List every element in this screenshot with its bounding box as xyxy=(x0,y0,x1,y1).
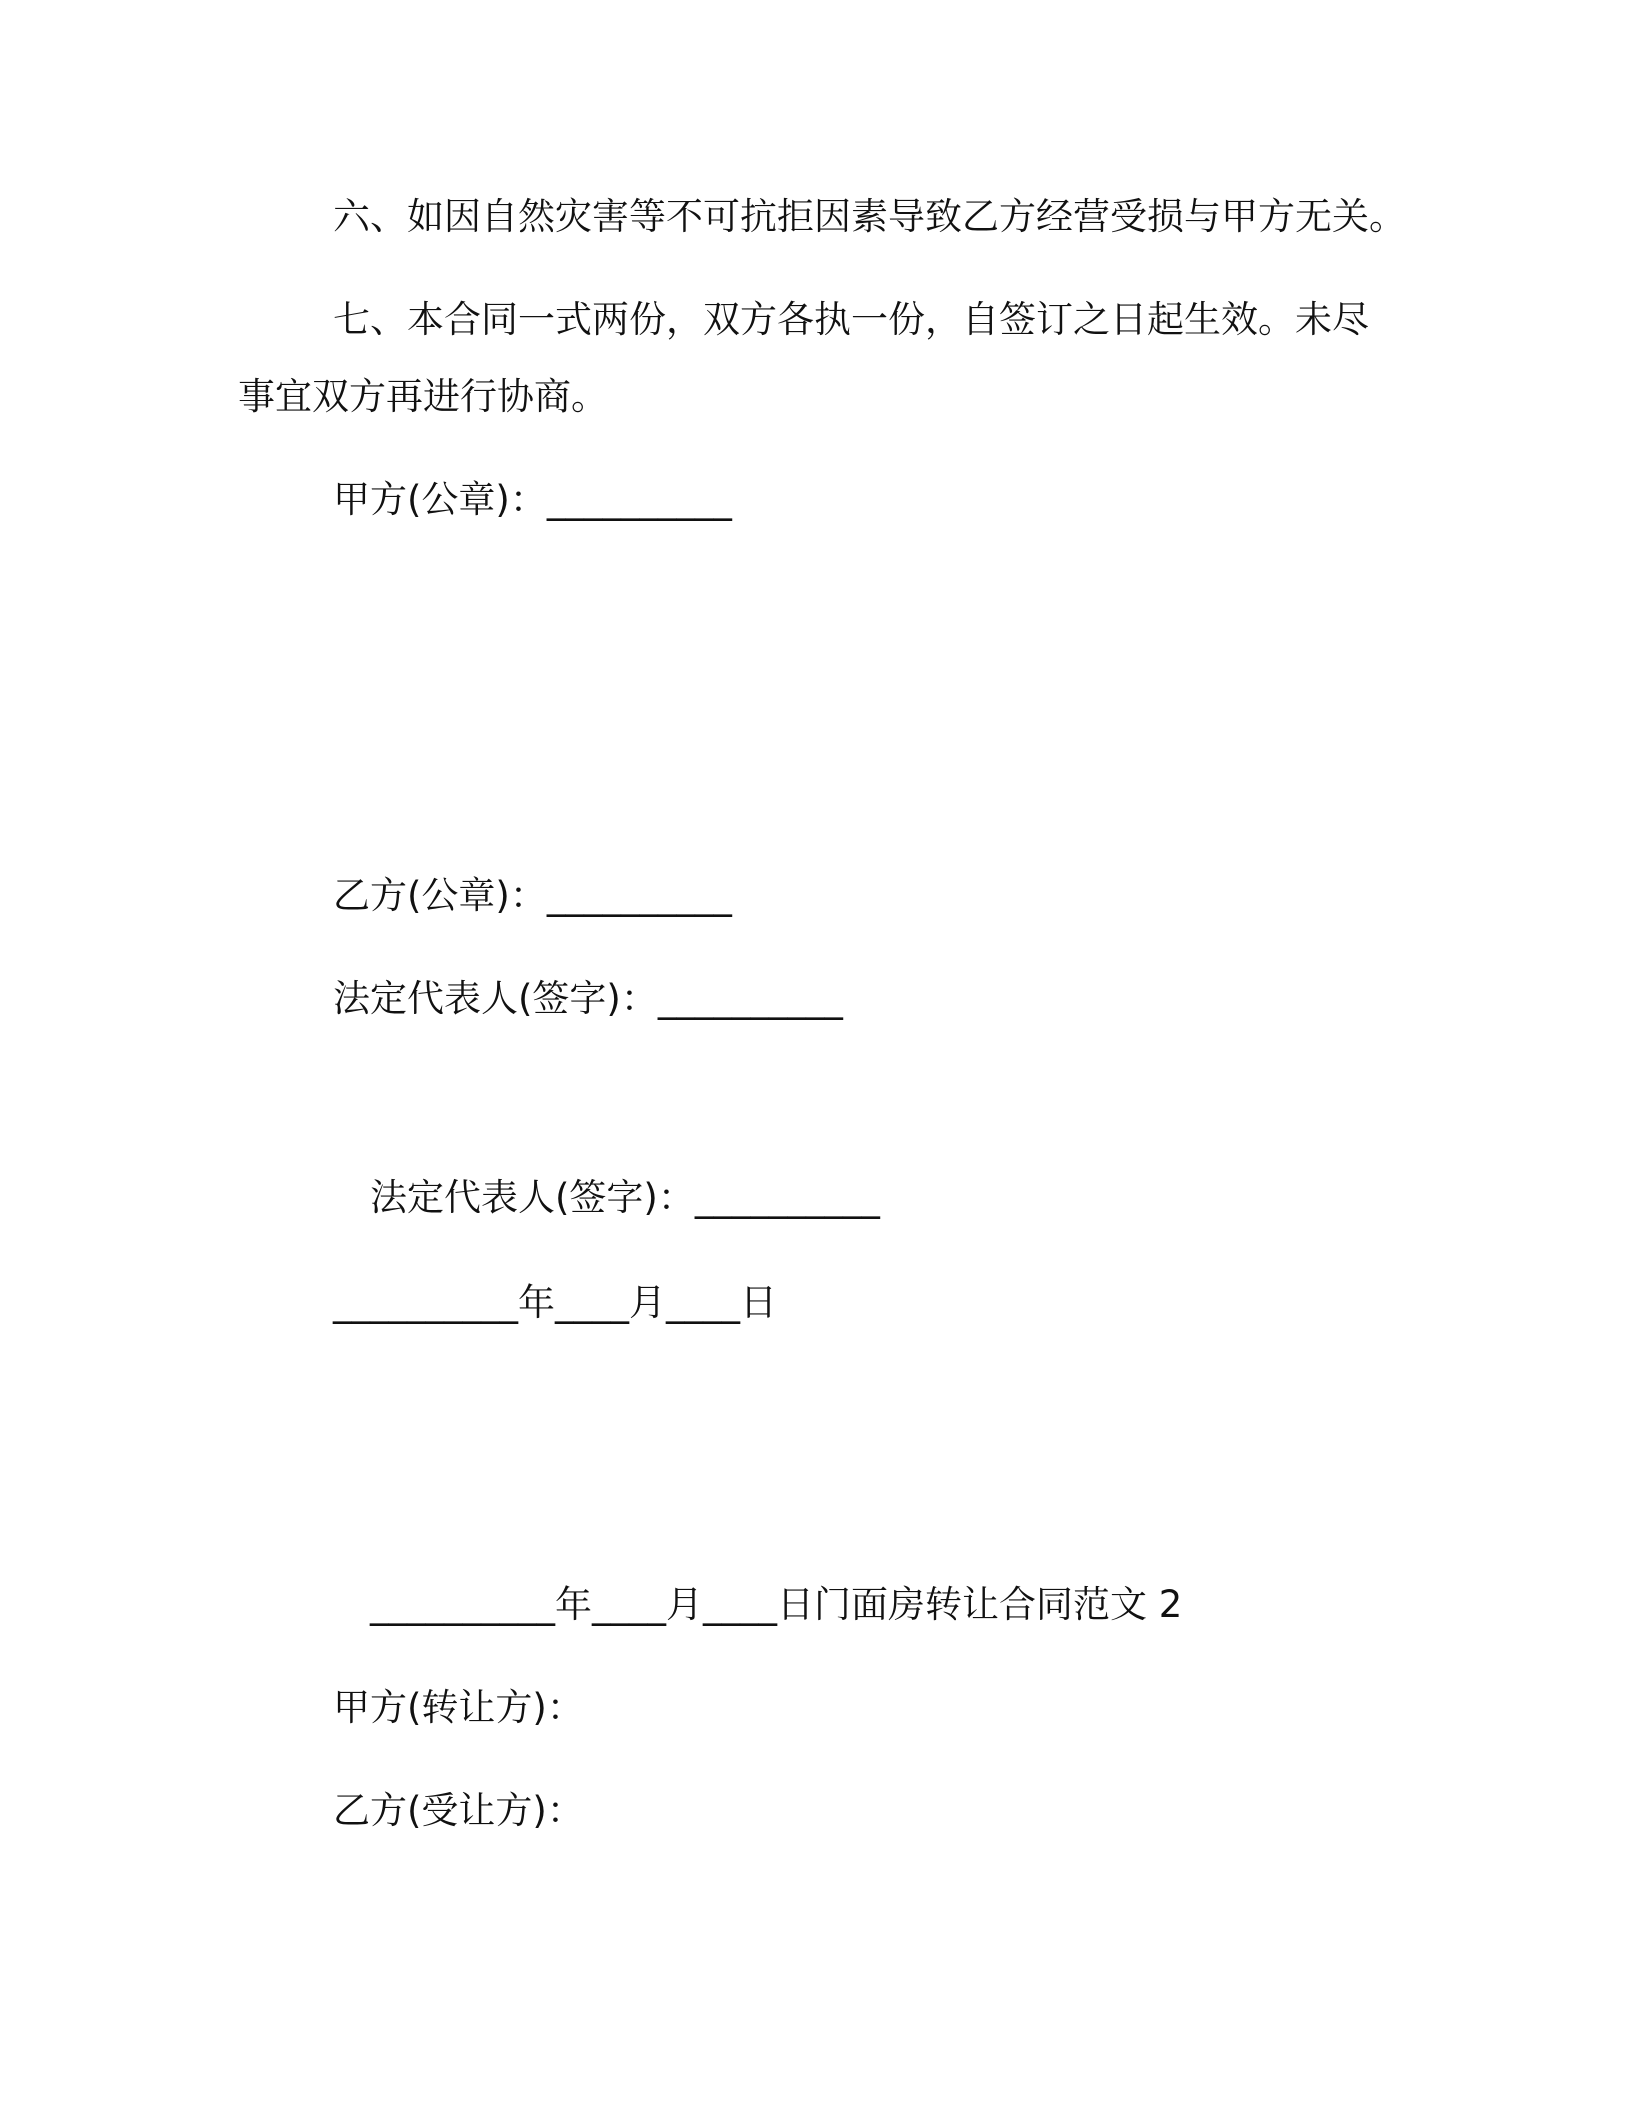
transferor-line: 甲方(转让方)： xyxy=(333,1686,584,1729)
date-title-line: __________年____月____日门面房转让合同范文 2 xyxy=(370,1583,1183,1626)
clause-7-line-2: 事宜双方再进行协商。 xyxy=(238,375,608,418)
legal-rep-signature-line-1: 法定代表人(签字)：__________ xyxy=(333,977,843,1020)
party-b-seal-line: 乙方(公章)：__________ xyxy=(333,874,732,917)
party-a-seal-line: 甲方(公章)：__________ xyxy=(333,478,732,521)
legal-rep-signature-line-2: 法定代表人(签字)：__________ xyxy=(370,1176,880,1219)
clause-7-line-1: 七、本合同一式两份，双方各执一份，自签订之日起生效。未尽 xyxy=(333,298,1369,341)
date-line: __________年____月____日 xyxy=(333,1281,777,1324)
clause-6: 六、如因自然灾害等不可抗拒因素导致乙方经营受损与甲方无关。 xyxy=(333,195,1406,238)
transferee-line: 乙方(受让方)： xyxy=(333,1789,584,1832)
